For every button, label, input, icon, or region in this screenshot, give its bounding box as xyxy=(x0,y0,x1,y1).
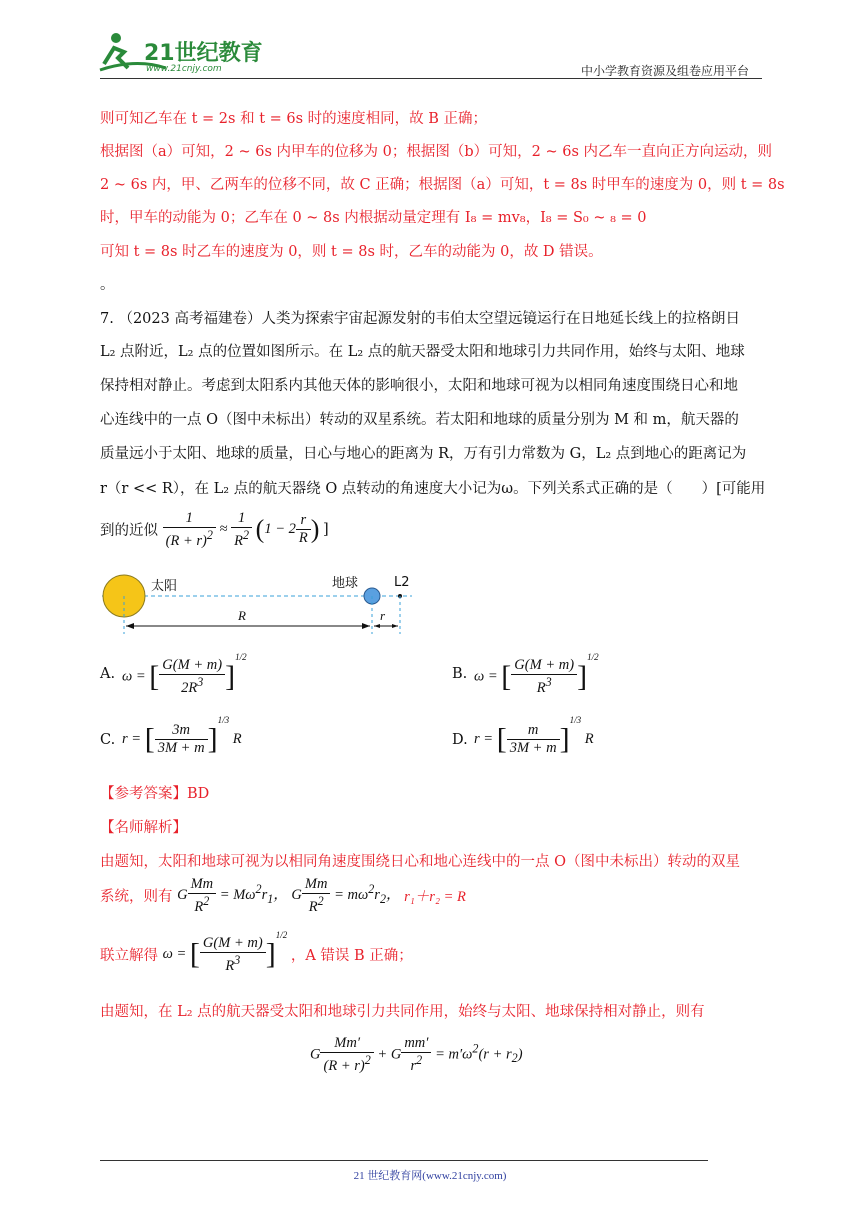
analysis-label: 【名师解析】 xyxy=(100,820,187,836)
logo-url: www.21cnjy.com xyxy=(146,64,222,74)
question-line3: 保持相对静止。考虑到太阳系内其他天体的影响很小，太阳和地球可视为以相同角速度围绕日心和地 xyxy=(100,378,738,394)
sun-earth-l2-diagram xyxy=(100,570,420,640)
option-d-formula: r = [ $\frac{m}{3M + m}$ ]$^{1/3}$ R xyxy=(474,715,594,756)
option-b-formula: ω = [ $\frac{G(M + m)}{R^3}$ ]$^{1/2}$ xyxy=(474,652,599,696)
option-c-formula: r = [ $\frac{3m}{3M + m}$ ]$^{1/3}$ R xyxy=(122,715,242,756)
platform-name: 中小学教育资源及组卷应用平台 xyxy=(581,64,750,78)
option-a-formula: ω = [ $\frac{G(M + m)}{2R^3}$ ]$^{1/2}$ xyxy=(122,652,247,696)
prev-solution-line1: 则可知乙车在 t = 2s 和 t = 6s 时的速度相同，故 B 正确； xyxy=(100,111,488,127)
logo-text: 21世纪教育 xyxy=(144,41,263,66)
analysis-line2: 系统，则有 G $\frac{Mm}{R^2}$ = $M\omega^2r_1$， G $\frac{Mm}{R^2}$ = $m\omega^2r_2$， r₁＋r₂ = R xyxy=(100,876,466,915)
question-line7-suffix: ] xyxy=(323,521,329,538)
analysis-line4: 由题知，在 L₂ 点的航天器受太阳和地球引力共同作用，始终与太阳、地球保持相对静止，则有 xyxy=(100,1004,705,1020)
footer-rule xyxy=(100,1160,708,1161)
l2-force-equation: G $\frac{Mm'}{(R + r)^2}$ + G $\frac{mm'}{r^2}$ = $m'\omega^2(r + r_2)$ xyxy=(310,1035,523,1074)
analysis-line1: 由题知，太阳和地球可视为以相同角速度围绕日心和地心连线中的一点 O（图中未标出）转动的双星 xyxy=(100,854,740,870)
binary-star-equations: G $\frac{Mm}{R^2}$ = $M\omega^2r_1$， G $\frac{Mm}{R^2}$ = $m\omega^2r_2$， xyxy=(177,876,405,915)
prev-solution-line6: 。 xyxy=(100,277,115,293)
prev-solution-line2: 根据图（a）可知，2 ~ 6s 内甲车的位移为 0；根据图（b）可知，2 ~ 6s 内乙车一直向正方向运动，则 xyxy=(100,144,772,160)
footer-text: 21 世纪教育网(www.21cnjy.com) xyxy=(353,1170,507,1182)
solved-omega-formula: ω = [ $\frac{G(M + m)}{R^3}$ ]$^{1/2}$ xyxy=(162,930,288,974)
question-line4: 心连线中的一点 O（图中未标出）转动的双星系统。若太阳和地球的质量分别为 M 和 m，航天器的 xyxy=(100,412,739,428)
answer-label: 【参考答案】BD xyxy=(100,786,210,802)
r-label: r xyxy=(380,608,386,623)
earth-label: 地球 xyxy=(332,576,359,591)
R-label: R xyxy=(238,608,246,623)
question-line7 xyxy=(100,510,329,550)
approx-formula: $\frac{1}{(R + r)^2}$ ≈ $\frac{1}{R^2}$ (1 − 2 $\frac{r}{R}$ ) xyxy=(163,521,323,537)
prev-solution-line5: 可知 t = 8s 时乙车的速度为 0，则 t = 8s 时，乙车的动能为 0，故 D 错误。 xyxy=(100,244,603,260)
logo xyxy=(96,28,266,78)
analysis-line3: 联立解得 ω = [ $\frac{G(M + m)}{R^3}$ ]$^{1/2}$ ，A 错误 B 正确； xyxy=(100,930,413,974)
prev-solution-line3: 2 ~ 6s 内，甲、乙两车的位移不同，故 C 正确；根据图（a）可知，t = 8s 时甲车的速度为 0，则 t = 8s xyxy=(100,177,785,193)
question-line2: L₂ 点附近，L₂ 点的位置如图所示。在 L₂ 点的航天器受太阳和地球引力共同作用，始终与太阳、地球 xyxy=(100,344,745,360)
question-line7-prefix: 到的近似 xyxy=(100,522,158,539)
sun-label: 太阳 xyxy=(151,579,178,594)
header-rule xyxy=(100,78,762,79)
question-line1: 7. （2023 高考福建卷）人类为探索宇宙起源发射的韦伯太空望远镜运行在日地延长线上的拉格朗日 xyxy=(100,311,740,327)
question-line6: r（r << R），在 L₂ 点的航天器绕 O 点转动的角速度大小记为ω。下列关系式正确的是（ ）[可能用 xyxy=(100,481,766,497)
l2-label: L2 xyxy=(394,575,410,590)
question-line5: 质量远小于太阳、地球的质量，日心与地心的距离为 R，万有引力常数为 G，L₂ 点到地心的距离记为 xyxy=(100,446,747,462)
prev-solution-line4: 时，甲车的动能为 0；乙车在 0 ~ 8s 内根据动量定理有 I₈ = mv₈，I₈ = S₀ ~ ₈ = 0 xyxy=(100,210,647,226)
